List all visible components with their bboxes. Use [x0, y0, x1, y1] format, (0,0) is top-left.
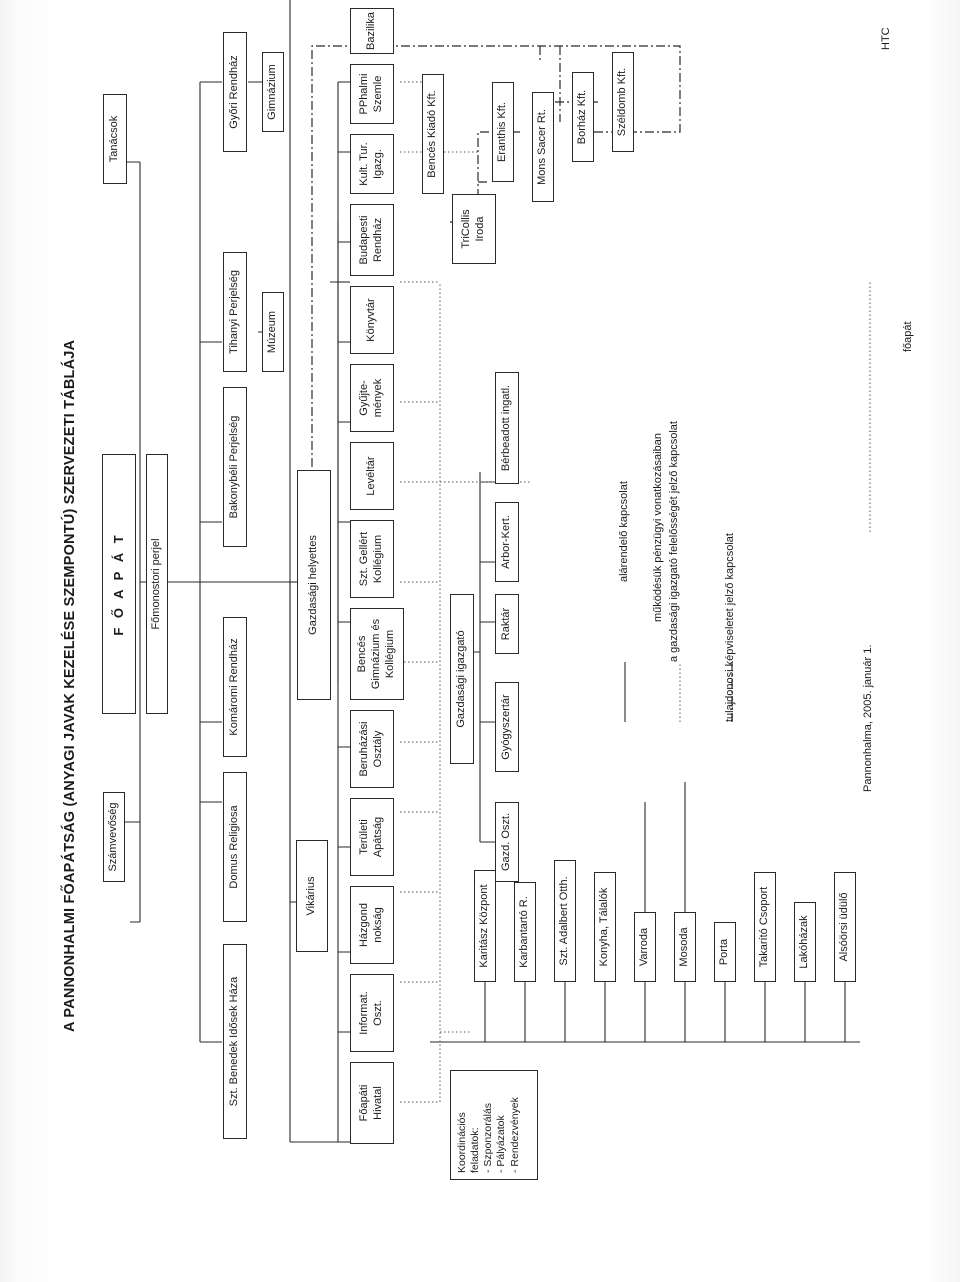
arbor-kert-box: Arbor-Kert. [495, 502, 519, 582]
corner-label: HTC [880, 27, 892, 50]
leveltar-box: Levéltár [350, 442, 394, 510]
gazdasagi-igazgato-box: Gazdasági igazgató [450, 594, 474, 764]
company-bences-kiado: Bencés Kiadó Kft. [422, 74, 444, 194]
page-title: A PANNONHALMI FŐAPÁTSÁG (ANYAGI JAVAK KEZELÉSE SZEMPONTÚ) SZERVEZETI TÁBLÁJA [62, 339, 78, 1032]
informat-oszt-box: Informat. Oszt. [350, 974, 394, 1052]
legend-solid-label: alárendelő kapcsolat [618, 481, 630, 582]
hazgondnoksag-box: Házgond nokság [350, 886, 394, 964]
company-mons-sacer: Mons Sacer Rt. [532, 92, 554, 202]
fomonostori-perjel-box: Főmonostori perjel [146, 454, 168, 714]
legend-dotted-label-2: a gazdasági igazgató felelősségét jelző kapcsolat [668, 421, 680, 662]
gazd-oszt-box: Gazd. Oszt. [495, 802, 519, 882]
subunit-3: Konyha, Tálalók [594, 872, 616, 982]
konyvtar-box: Könyvtár [350, 286, 394, 354]
legend-dashdot-label: tulajdonosi képviseletet jelző kapcsolat [724, 533, 736, 722]
raktar-box: Raktár [495, 594, 519, 654]
komaromi-rendhaz-box: Komáromi Rendház [223, 617, 247, 757]
bazilika-box: Bazilika [350, 8, 394, 54]
tanacsok-box: Tanácsok [103, 94, 127, 184]
gyori-rendhaz-box: Győri Rendház [223, 32, 247, 152]
subunit-0: Karitász Központ [474, 870, 496, 982]
foapat-box: F Ő A P Á T [102, 454, 136, 714]
subunit-6: Porta [714, 922, 736, 982]
gimnazium-box: Gimnázium [262, 52, 284, 132]
koordinacios-feladatok-box: Koordinációs feladatok: - Szponzorálás - Pályázatok - Rendezvények [450, 1070, 538, 1180]
kult-tur-igazg-box: Kult. Tur. Igazg. [350, 134, 394, 194]
szt-gellert-box: Szt. Gellért Kollégium [350, 520, 394, 598]
foapati-hivatal-box: Főapáti Hivatal [350, 1062, 394, 1144]
footer-place-date: Pannonhalma, 2005. január 1. [862, 644, 874, 792]
gyogyszertar-box: Gyógyszertár [495, 682, 519, 772]
subunit-5: Mosoda [674, 912, 696, 982]
muzeum-box: Múzeum [262, 292, 284, 372]
tihanyi-box: Tihanyi Perjelség [223, 252, 247, 372]
berbeadott-ingatl-box: Bérbeadott ingatl. [495, 372, 519, 484]
subunit-9: Alsóörsi üdülő [834, 872, 856, 982]
domus-religiosa-box: Domus Religiosa [223, 772, 247, 922]
beruhazasi-osztaly-box: Beruházási Osztály [350, 710, 394, 788]
company-borhaz: Borház Kft. [572, 72, 594, 162]
company-eranthis: Eranthis Kft. [492, 82, 514, 182]
tricollis-iroda-box: TriCollis Iroda [452, 194, 496, 264]
gyujtemenyek-box: Gyűjte- mények [350, 364, 394, 432]
vikarius-box: Vikárius [296, 840, 328, 952]
szt-benedek-box: Szt. Benedek Idősek Háza [223, 944, 247, 1139]
footer-signature-label: főapát [902, 321, 914, 352]
bences-gimnazium-box: Bencés Gimnázium és Kollégium [350, 608, 404, 700]
subunit-1: Karbantartó R. [514, 882, 536, 982]
legend-dotted-label-1: működésük pénzügyi vonatkozásaiban [652, 433, 664, 622]
company-szeldomb: Széldomb Kft. [612, 52, 634, 152]
pphalmi-szemle-box: PPhalmi Szemle [350, 64, 394, 124]
subunit-7: Takarító Csoport [754, 872, 776, 982]
teruleti-apatsag-box: Területi Apátság [350, 798, 394, 876]
szamvevoseg-box: Számvevőség [103, 792, 125, 882]
gazdasagi-helyettes-box: Gazdasági helyettes [297, 470, 331, 700]
subunit-8: Lakóházak [794, 902, 816, 982]
budapesti-rendhaz-box: Budapesti Rendház [350, 204, 394, 276]
subunit-4: Varroda [634, 912, 656, 982]
subunit-2: Szt. Adalbert Otth. [554, 860, 576, 982]
bakonybeli-box: Bakonybéli Perjelség [223, 387, 247, 547]
